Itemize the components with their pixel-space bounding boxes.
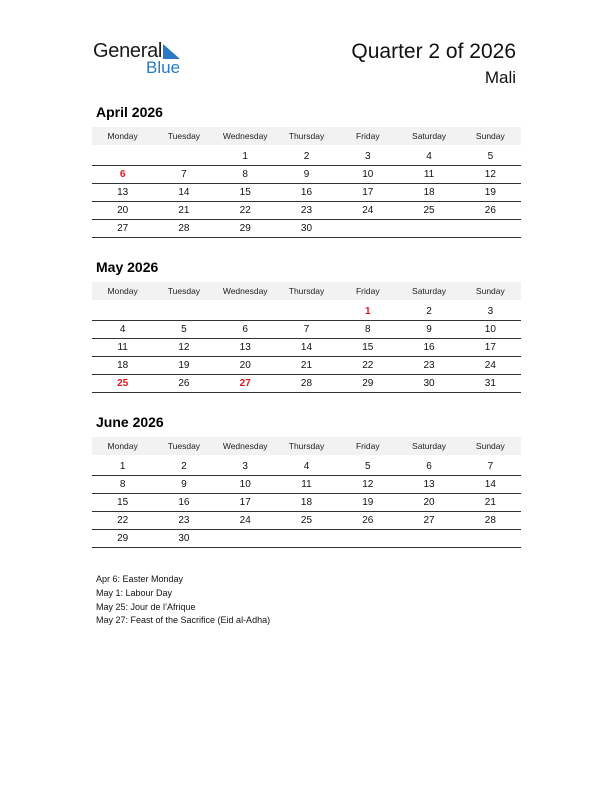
holiday-day-cell: 1	[337, 303, 398, 321]
day-cell: 2	[153, 458, 214, 476]
month-june	[92, 414, 521, 548]
day-cell: 21	[153, 202, 214, 220]
week-row	[92, 494, 521, 512]
week-row	[92, 339, 521, 357]
weekday-header: Saturday	[398, 282, 459, 300]
calendar-table	[92, 282, 521, 393]
day-cell: 8	[92, 476, 153, 494]
week-row	[92, 303, 521, 321]
empty-cell	[337, 530, 398, 548]
logo-blue-text: Blue	[146, 58, 181, 77]
week-row	[92, 512, 521, 530]
weekday-header: Wednesday	[215, 437, 276, 455]
day-cell: 13	[92, 184, 153, 202]
weekday-header: Monday	[92, 282, 153, 300]
day-cell: 7	[460, 458, 521, 476]
day-cell: 3	[215, 458, 276, 476]
weekday-header: Tuesday	[153, 127, 214, 145]
weekday-header: Sunday	[460, 282, 521, 300]
holiday-note: May 1: Labour Day	[96, 587, 173, 598]
day-cell: 17	[337, 184, 398, 202]
day-cell: 19	[153, 357, 214, 375]
weekday-header: Friday	[337, 437, 398, 455]
month-april	[92, 104, 521, 238]
day-cell: 6	[215, 321, 276, 339]
day-cell: 12	[153, 339, 214, 357]
day-cell: 20	[92, 202, 153, 220]
day-cell: 14	[153, 184, 214, 202]
month-title: May 2026	[96, 259, 159, 275]
day-cell: 4	[92, 321, 153, 339]
holiday-day-cell: 27	[215, 375, 276, 393]
day-cell: 8	[215, 166, 276, 184]
weekday-header: Thursday	[276, 282, 337, 300]
day-cell: 30	[276, 220, 337, 238]
day-cell: 2	[398, 303, 459, 321]
day-cell: 3	[460, 303, 521, 321]
day-cell: 7	[153, 166, 214, 184]
month-title: June 2026	[96, 414, 164, 430]
week-row	[92, 530, 521, 548]
weekday-header: Wednesday	[215, 127, 276, 145]
day-cell: 28	[153, 220, 214, 238]
day-cell: 15	[337, 339, 398, 357]
empty-cell	[337, 220, 398, 238]
empty-cell	[215, 530, 276, 548]
holiday-day-cell: 25	[92, 375, 153, 393]
day-cell: 1	[92, 458, 153, 476]
day-cell: 28	[460, 512, 521, 530]
day-cell: 24	[215, 512, 276, 530]
month-title: April 2026	[96, 104, 163, 120]
holiday-note: May 25: Jour de l’Afrique	[96, 601, 196, 612]
week-row	[92, 458, 521, 476]
empty-cell	[276, 530, 337, 548]
day-cell: 20	[398, 494, 459, 512]
day-cell: 25	[276, 512, 337, 530]
day-cell: 18	[398, 184, 459, 202]
day-cell: 1	[215, 148, 276, 166]
week-row	[92, 166, 521, 184]
day-cell: 9	[398, 321, 459, 339]
day-cell: 11	[398, 166, 459, 184]
logo-general-text: General	[93, 40, 163, 62]
empty-cell	[92, 148, 153, 166]
day-cell: 29	[215, 220, 276, 238]
weekday-header: Monday	[92, 127, 153, 145]
day-cell: 30	[153, 530, 214, 548]
day-cell: 10	[460, 321, 521, 339]
day-cell: 25	[398, 202, 459, 220]
empty-cell	[460, 220, 521, 238]
day-cell: 26	[460, 202, 521, 220]
day-cell: 31	[460, 375, 521, 393]
week-row	[92, 476, 521, 494]
empty-cell	[153, 148, 214, 166]
day-cell: 9	[276, 166, 337, 184]
calendar-table	[92, 127, 521, 238]
day-cell: 21	[276, 357, 337, 375]
weekday-header: Sunday	[460, 437, 521, 455]
day-cell: 5	[460, 148, 521, 166]
day-cell: 23	[153, 512, 214, 530]
weekday-header: Saturday	[398, 127, 459, 145]
day-cell: 19	[337, 494, 398, 512]
day-cell: 9	[153, 476, 214, 494]
day-cell: 18	[92, 357, 153, 375]
day-cell: 22	[215, 202, 276, 220]
calendar-table	[92, 437, 521, 548]
weekday-header: Tuesday	[153, 437, 214, 455]
weekday-header: Thursday	[276, 437, 337, 455]
day-cell: 5	[153, 321, 214, 339]
day-cell: 7	[276, 321, 337, 339]
day-cell: 14	[460, 476, 521, 494]
empty-cell	[460, 530, 521, 548]
day-cell: 28	[276, 375, 337, 393]
country-name: Mali	[484, 68, 516, 87]
day-cell: 27	[398, 512, 459, 530]
day-cell: 12	[337, 476, 398, 494]
day-cell: 21	[460, 494, 521, 512]
empty-cell	[92, 303, 153, 321]
day-cell: 13	[215, 339, 276, 357]
week-row	[92, 202, 521, 220]
day-cell: 24	[337, 202, 398, 220]
day-cell: 16	[153, 494, 214, 512]
empty-cell	[215, 303, 276, 321]
holiday-note: Apr 6: Easter Monday	[96, 574, 184, 584]
empty-cell	[276, 303, 337, 321]
day-cell: 18	[276, 494, 337, 512]
day-cell: 15	[92, 494, 153, 512]
day-cell: 11	[92, 339, 153, 357]
week-row	[92, 184, 521, 202]
month-may	[92, 259, 521, 393]
week-row	[92, 375, 521, 393]
empty-cell	[398, 220, 459, 238]
day-cell: 3	[337, 148, 398, 166]
weekday-header: Friday	[337, 127, 398, 145]
weekday-header: Monday	[92, 437, 153, 455]
week-row	[92, 148, 521, 166]
weekday-header: Saturday	[398, 437, 459, 455]
week-row	[92, 357, 521, 375]
week-row	[92, 220, 521, 238]
day-cell: 2	[276, 148, 337, 166]
day-cell: 27	[92, 220, 153, 238]
weekday-header: Tuesday	[153, 282, 214, 300]
day-cell: 16	[398, 339, 459, 357]
day-cell: 24	[460, 357, 521, 375]
day-cell: 23	[398, 357, 459, 375]
day-cell: 22	[337, 357, 398, 375]
holiday-notes	[96, 573, 270, 628]
day-cell: 20	[215, 357, 276, 375]
week-row	[92, 321, 521, 339]
weekday-header: Wednesday	[215, 282, 276, 300]
day-cell: 14	[276, 339, 337, 357]
day-cell: 26	[153, 375, 214, 393]
day-cell: 4	[276, 458, 337, 476]
weekday-header: Thursday	[276, 127, 337, 145]
day-cell: 13	[398, 476, 459, 494]
day-cell: 10	[215, 476, 276, 494]
day-cell: 6	[398, 458, 459, 476]
day-cell: 23	[276, 202, 337, 220]
day-cell: 10	[337, 166, 398, 184]
empty-cell	[398, 530, 459, 548]
weekday-header: Friday	[337, 282, 398, 300]
day-cell: 15	[215, 184, 276, 202]
day-cell: 29	[92, 530, 153, 548]
holiday-note: May 27: Feast of the Sacrifice (Eid al-Adha)	[96, 615, 271, 626]
logo	[93, 40, 193, 80]
empty-cell	[153, 303, 214, 321]
day-cell: 26	[337, 512, 398, 530]
day-cell: 29	[337, 375, 398, 393]
day-cell: 8	[337, 321, 398, 339]
day-cell: 19	[460, 184, 521, 202]
holiday-day-cell: 6	[92, 166, 153, 184]
day-cell: 4	[398, 148, 459, 166]
day-cell: 12	[460, 166, 521, 184]
day-cell: 5	[337, 458, 398, 476]
day-cell: 16	[276, 184, 337, 202]
day-cell: 22	[92, 512, 153, 530]
day-cell: 30	[398, 375, 459, 393]
weekday-header: Sunday	[460, 127, 521, 145]
day-cell: 17	[215, 494, 276, 512]
day-cell: 17	[460, 339, 521, 357]
day-cell: 11	[276, 476, 337, 494]
page-title: Quarter 2 of 2026	[351, 40, 516, 63]
